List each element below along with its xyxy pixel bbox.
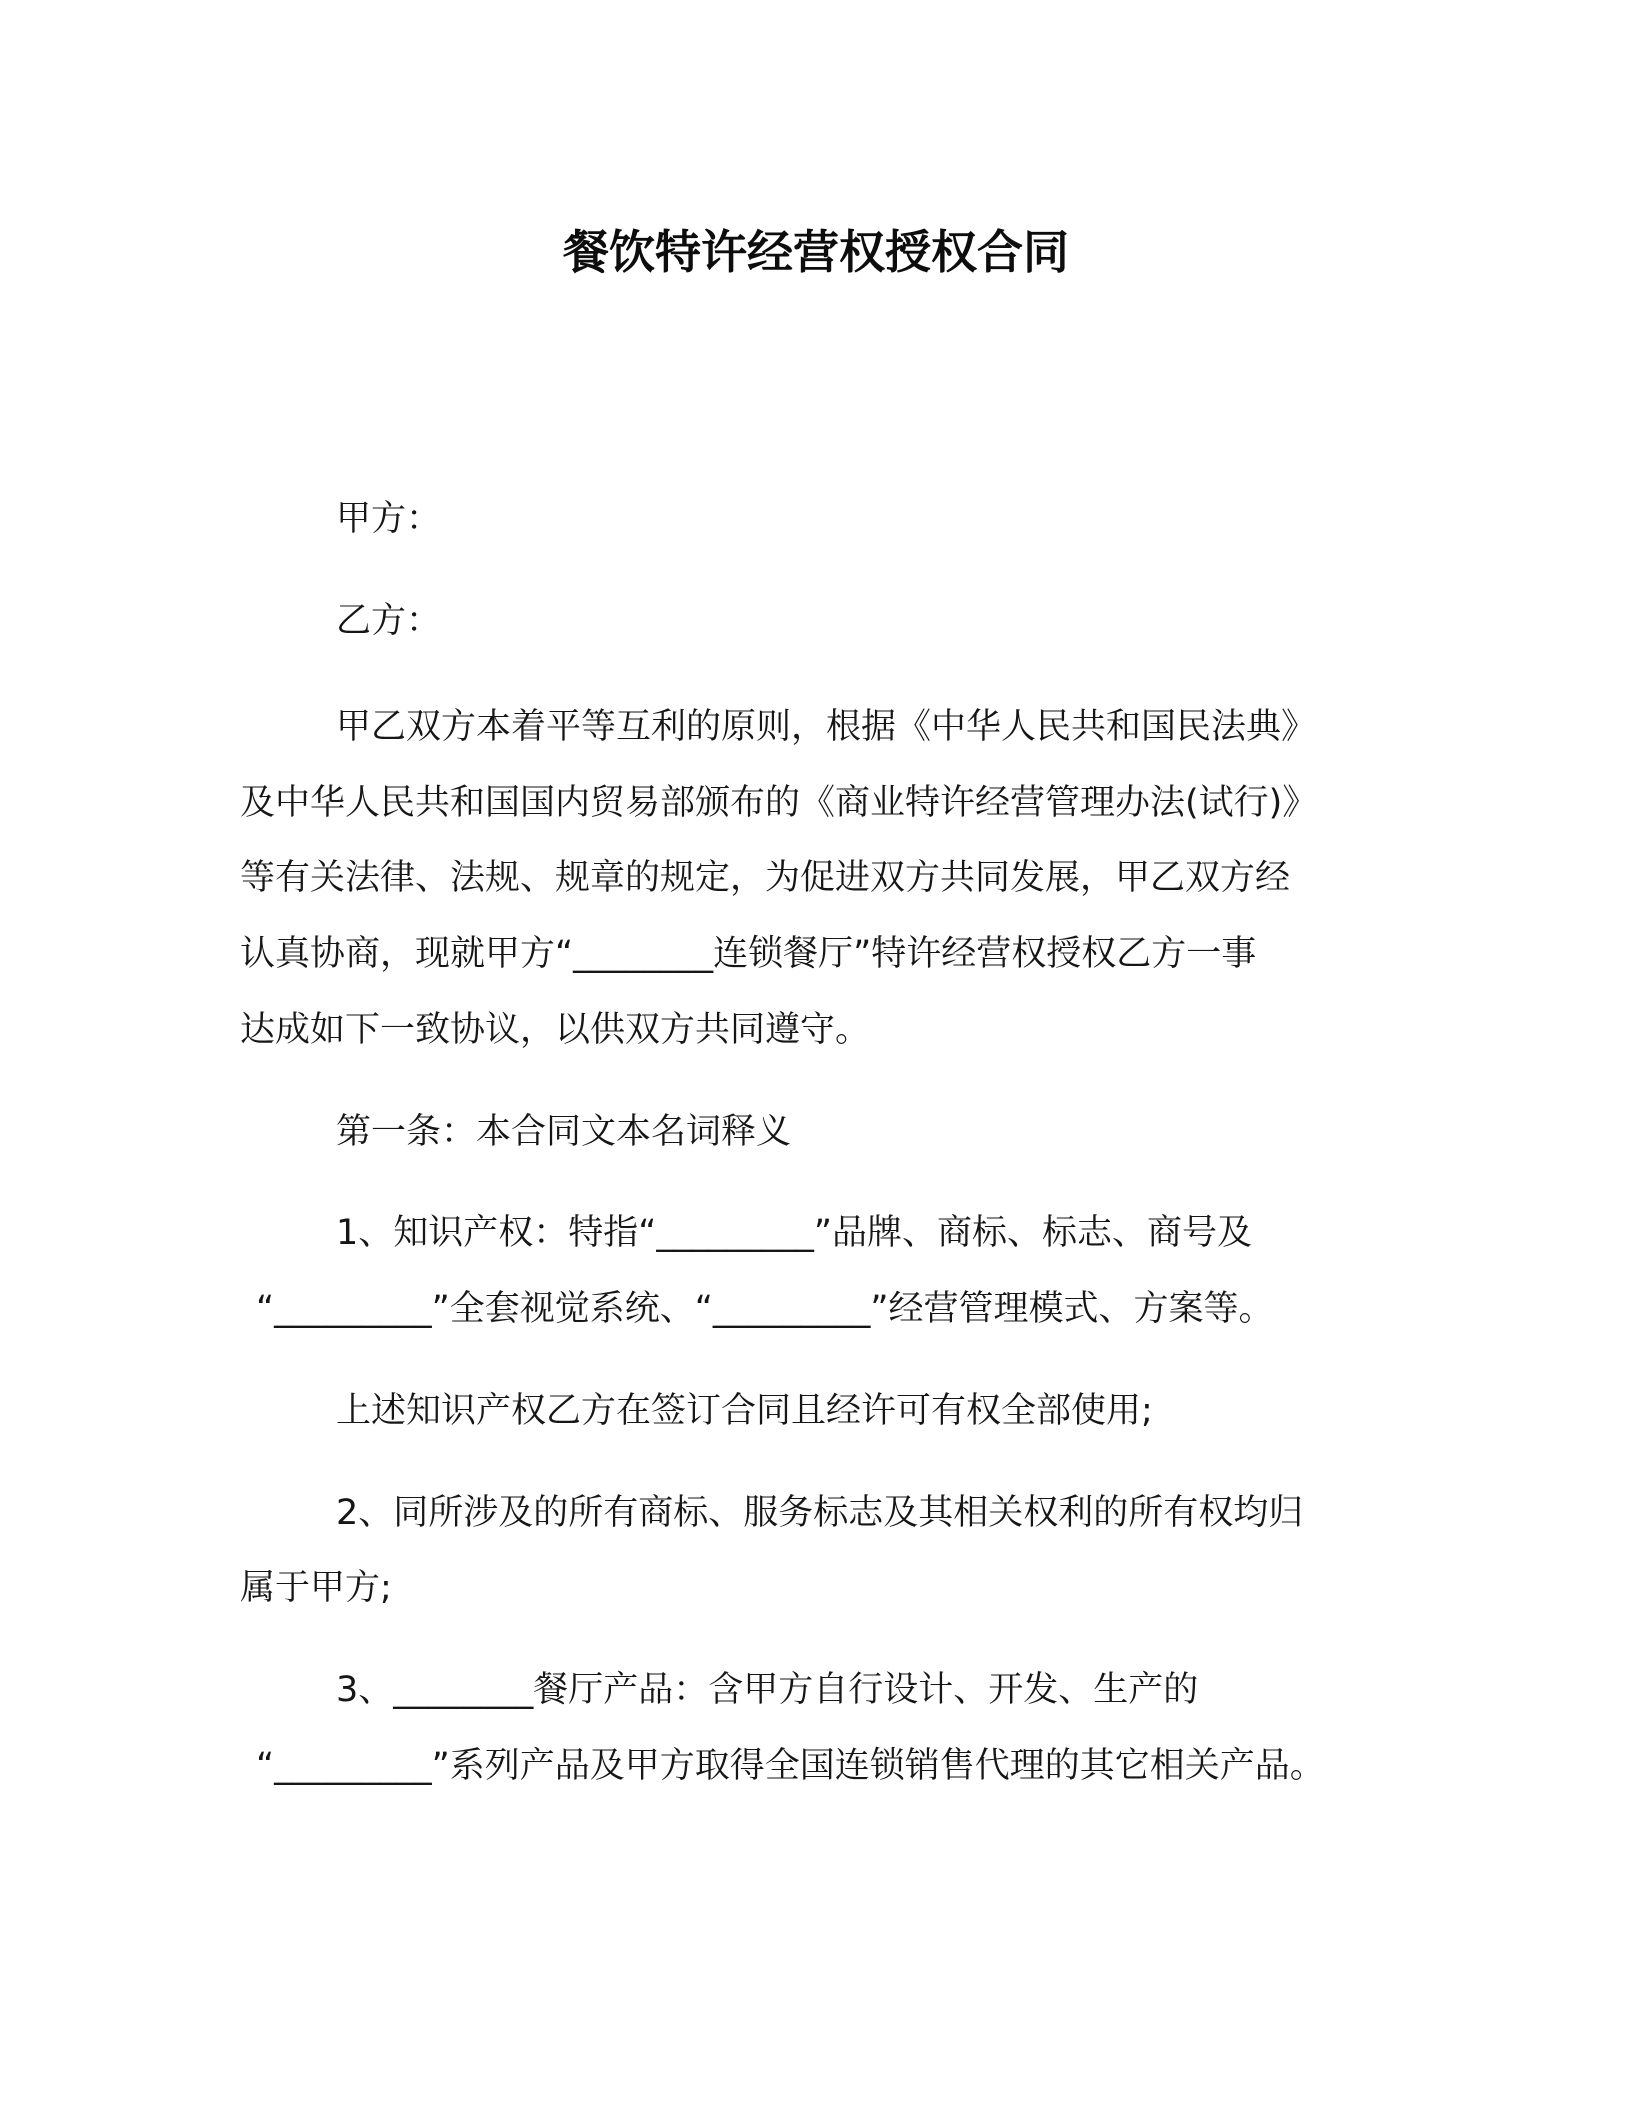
clause-3-line-2: “_________”系列产品及甲方取得全国连锁销售代理的其它相关产品。	[256, 1746, 1325, 1786]
clause-1-line-2: “_________”全套视觉系统、“_________”经营管理模式、方案等。	[256, 1289, 1274, 1329]
clause-2-line-1: 2、同所涉及的所有商标、服务标志及其相关权利的所有权均归	[336, 1493, 1304, 1533]
document-title: 餐饮特许经营权授权合同	[563, 225, 1069, 279]
preamble-line-2: 及中华人民共和国国内贸易部颁布的《商业特许经营管理办法(试行)》	[240, 783, 1318, 823]
preamble-line-3: 等有关法律、法规、规章的规定，为促进双方共同发展，甲乙双方经	[240, 858, 1291, 898]
preamble-line-4: 认真协商，现就甲方“________连锁餐厅”特许经营权授权乙方一事	[240, 934, 1257, 974]
preamble-line-1: 甲乙双方本着平等互利的原则，根据《中华人民共和国民法典》	[336, 707, 1317, 747]
clause-3-line-1: 3、________餐厅产品：含甲方自行设计、开发、生产的	[336, 1670, 1199, 1710]
clause-1-line-1: 1、知识产权：特指“_________”品牌、商标、标志、商号及	[336, 1213, 1253, 1253]
article-1-heading: 第一条：本合同文本名词释义	[336, 1112, 792, 1152]
preamble-line-5: 达成如下一致协议，以供双方共同遵守。	[240, 1010, 871, 1050]
party-a-line: 甲方：	[336, 499, 442, 539]
usage-rights-line: 上述知识产权乙方在签订合同且经许可有权全部使用;	[336, 1391, 1153, 1431]
clause-2-line-2: 属于甲方;	[240, 1568, 392, 1608]
party-b-line: 乙方：	[336, 601, 442, 641]
